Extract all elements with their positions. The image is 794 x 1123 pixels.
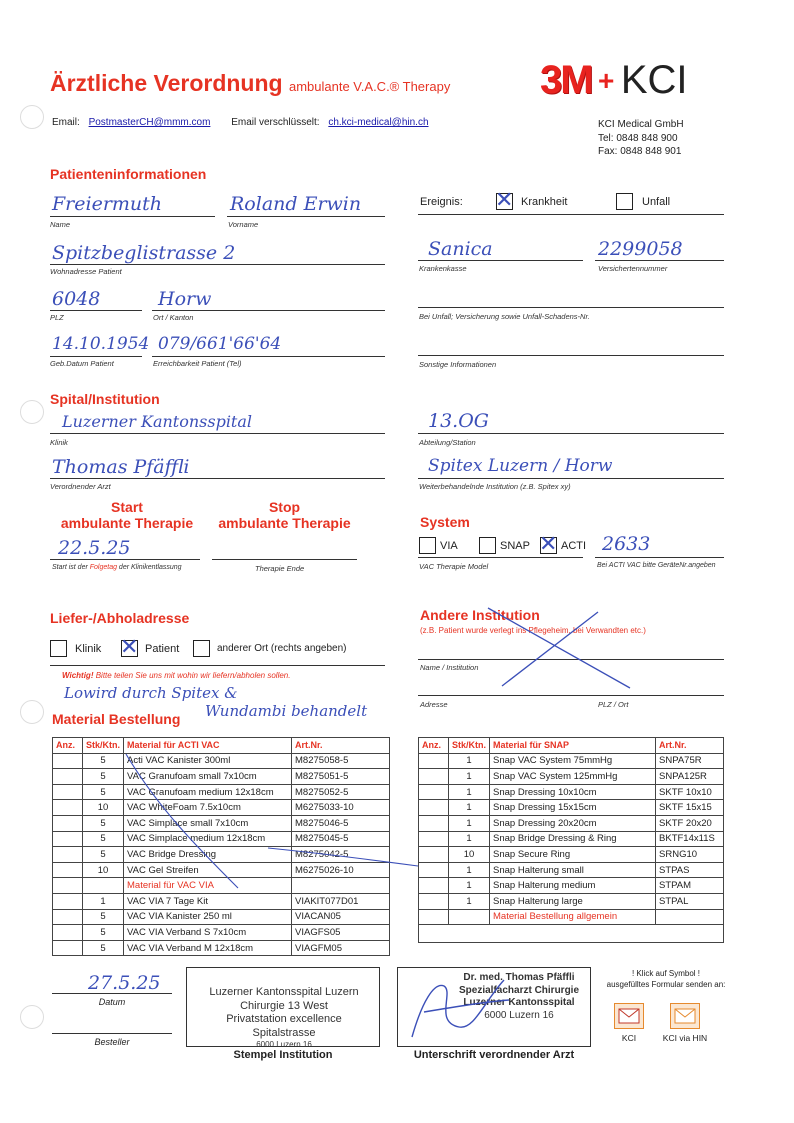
title-subtitle: ambulante V.A.C.® Therapy bbox=[288, 79, 451, 94]
start-label-pre: Start ist der bbox=[52, 564, 90, 571]
click-instruction: ! Klick auf Symbol ! bbox=[631, 969, 701, 978]
artnr-cell: M8275058-5 bbox=[292, 753, 390, 769]
stamp-line2: Chirurgie 13 West bbox=[240, 999, 328, 1012]
event-unfall-checkbox[interactable] bbox=[616, 193, 633, 210]
material-name-cell: Acti VAC Kanister 300ml bbox=[124, 753, 292, 769]
general-subheading-row bbox=[419, 909, 724, 925]
arzt-label: Verordnender Arzt bbox=[50, 482, 111, 491]
stk-cell: 5 bbox=[83, 925, 124, 941]
stk-cell: 1 bbox=[449, 815, 490, 831]
col-material-acti-header: Material für ACTI VAC bbox=[124, 738, 292, 754]
artnr-cell: STPAL bbox=[656, 893, 724, 909]
table-cell bbox=[53, 878, 83, 894]
artnr-cell: M6275026-10 bbox=[292, 862, 390, 878]
snap-material-table bbox=[418, 737, 724, 943]
anz-cell[interactable] bbox=[53, 940, 83, 956]
patient-name-label: Name bbox=[50, 220, 71, 229]
versichertennummer-value[interactable]: 2299058 bbox=[598, 238, 683, 260]
start-heading-line2: ambulante Therapie bbox=[60, 515, 194, 531]
delivery-handwritten-line1[interactable]: Lowird durch Spitex & bbox=[64, 684, 238, 702]
artnr-cell: SKTF 10x10 bbox=[656, 784, 724, 800]
patient-address-value[interactable]: Spitzbeglistrasse 2 bbox=[52, 242, 236, 264]
check-x-icon: ✕ bbox=[495, 188, 514, 213]
send-instructions bbox=[596, 968, 736, 990]
artnr-cell: SKTF 20x20 bbox=[656, 815, 724, 831]
stk-cell: 1 bbox=[449, 831, 490, 847]
start-label-post: der Klinikentlassung bbox=[116, 564, 182, 571]
artnr-cell: BKTF14x11S bbox=[656, 831, 724, 847]
footer-date-value[interactable]: 27.5.25 bbox=[88, 972, 161, 994]
email-label: Email: bbox=[52, 117, 80, 128]
vac-model-label: VAC Therapie Model bbox=[419, 562, 489, 571]
material-name-cell: VAC Gel Streifen bbox=[124, 862, 292, 878]
stamp-line1: Luzerner Kantonsspital Luzern bbox=[209, 986, 359, 998]
artnr-cell: M6275033-10 bbox=[292, 800, 390, 816]
event-label: Ereignis: bbox=[420, 196, 463, 208]
krankenkasse-label: Krankenkasse bbox=[419, 264, 467, 273]
stk-cell: 5 bbox=[83, 769, 124, 785]
arzt-value[interactable]: Thomas Pfäffli bbox=[52, 456, 190, 478]
encrypted-email-link[interactable]: ch.kci-medical@hin.ch bbox=[328, 117, 429, 128]
stamp-text bbox=[187, 986, 381, 1049]
stk-cell: 5 bbox=[83, 909, 124, 925]
patient-ort-value[interactable]: Horw bbox=[158, 288, 212, 310]
title-text: Ärztliche Verordnung bbox=[50, 70, 283, 96]
material-name-cell: VAC Granufoam medium 12x18cm bbox=[124, 784, 292, 800]
anz-cell[interactable] bbox=[53, 753, 83, 769]
anz-cell[interactable] bbox=[53, 784, 83, 800]
delivery-heading: Liefer-/Abholadresse bbox=[50, 610, 190, 626]
table-header-row bbox=[419, 738, 724, 754]
artnr-cell: M8275042-5 bbox=[292, 847, 390, 863]
table-row bbox=[419, 925, 724, 943]
artnr-cell: M8275052-5 bbox=[292, 784, 390, 800]
stk-cell: 1 bbox=[449, 878, 490, 894]
anz-cell[interactable] bbox=[53, 925, 83, 941]
punch-hole bbox=[20, 400, 44, 424]
material-name-cell: Snap Dressing 20x20cm bbox=[490, 815, 656, 831]
start-therapy-heading bbox=[52, 499, 202, 531]
general-subheading: Material Bestellung allgemein bbox=[490, 909, 656, 925]
event-unfall-label: Unfall bbox=[642, 196, 671, 208]
stk-cell: 1 bbox=[449, 769, 490, 785]
stk-cell: 1 bbox=[449, 862, 490, 878]
stk-cell: 5 bbox=[83, 753, 124, 769]
mail-kci-hin-label: KCI via HIN bbox=[662, 1033, 708, 1043]
col-stk-header: Stk/Ktn. bbox=[449, 738, 490, 754]
spital-heading: Spital/Institution bbox=[50, 391, 160, 407]
snap-checkbox[interactable] bbox=[479, 537, 496, 554]
weiterbehandelnde-value[interactable]: Spitex Luzern / Horw bbox=[428, 456, 613, 476]
anz-cell[interactable] bbox=[53, 800, 83, 816]
stk-cell: 1 bbox=[449, 893, 490, 909]
send-instruction: ausgefülltes Formular senden an: bbox=[606, 980, 726, 989]
stop-therapy-heading bbox=[212, 499, 357, 531]
col-artnr-header: Art.Nr. bbox=[292, 738, 390, 754]
col-stk-header: Stk/Ktn. bbox=[83, 738, 124, 754]
signature-box bbox=[397, 967, 591, 1047]
weiterbehandelnde-label: Weiterbehandelnde Institution (z.B. Spitex xy) bbox=[419, 482, 571, 491]
patient-info-heading: Patienteninformationen bbox=[50, 166, 207, 182]
system-heading: System bbox=[420, 514, 470, 530]
abteilung-label: Abteilung/Station bbox=[419, 438, 476, 447]
anz-cell[interactable] bbox=[53, 862, 83, 878]
stamp-line4: Spitalstrasse bbox=[252, 1026, 316, 1039]
material-name-cell: Snap Halterung small bbox=[490, 862, 656, 878]
patient-phone-label: Erreichbarkeit Patient (Tel) bbox=[153, 359, 242, 368]
device-number-label: Bei ACTI VAC bitte GeräteNr.angeben bbox=[597, 562, 716, 569]
unfall-versicherung-label: Bei Unfall; Versicherung sowie Unfall-Schadens-Nr. bbox=[419, 312, 590, 321]
table-row bbox=[419, 753, 724, 769]
material-name-cell: VAC Simplace medium 12x18cm bbox=[124, 831, 292, 847]
table-cell bbox=[656, 909, 724, 925]
table-cell bbox=[419, 925, 724, 943]
email-link[interactable]: PostmasterCH@mmm.com bbox=[88, 117, 211, 128]
stk-cell: 1 bbox=[449, 753, 490, 769]
table-row bbox=[419, 769, 724, 785]
col-anz-header: Anz. bbox=[419, 738, 449, 754]
abteilung-value[interactable]: 13.OG bbox=[428, 410, 489, 432]
mail-kci-icon[interactable] bbox=[614, 1003, 644, 1029]
table-row bbox=[419, 847, 724, 863]
via-label: VIA bbox=[440, 540, 458, 552]
artnr-cell: SRNG10 bbox=[656, 847, 724, 863]
andere-name-label: Name / Institution bbox=[420, 663, 479, 672]
table-row bbox=[419, 800, 724, 816]
stk-cell: 1 bbox=[449, 784, 490, 800]
patient-plz-label: PLZ bbox=[50, 313, 64, 322]
company-address bbox=[598, 118, 684, 159]
andere-plz-label: PLZ / Ort bbox=[598, 700, 629, 709]
table-row bbox=[419, 862, 724, 878]
anz-cell[interactable] bbox=[53, 847, 83, 863]
material-name-cell: Snap Secure Ring bbox=[490, 847, 656, 863]
artnr-cell: M8275045-5 bbox=[292, 831, 390, 847]
andere-institution-note: (z.B. Patient wurde verlegt ins Pflegeheim, bei Verwandten etc.) bbox=[420, 626, 646, 635]
mail-kci-label: KCI bbox=[621, 1033, 637, 1043]
stk-cell: 1 bbox=[83, 893, 124, 909]
document-title bbox=[50, 70, 450, 97]
stamp-label: Stempel Institution bbox=[233, 1049, 333, 1061]
signature-line2: Spezialfacharzt Chirurgie bbox=[458, 984, 580, 996]
start-label-red: Folgetag bbox=[89, 564, 117, 571]
artnr-cell: M8275051-5 bbox=[292, 769, 390, 785]
col-artnr-header: Art.Nr. bbox=[656, 738, 724, 754]
artnr-cell: VIAGFM05 bbox=[292, 940, 390, 956]
check-x-icon: ✕ bbox=[539, 532, 558, 557]
klinik-value[interactable]: Luzerner Kantonsspital bbox=[62, 412, 253, 431]
artnr-cell: STPAS bbox=[656, 862, 724, 878]
material-name-cell: VAC Simplace small 7x10cm bbox=[124, 815, 292, 831]
artnr-cell: VIACAN05 bbox=[292, 909, 390, 925]
artnr-cell: SNPA75R bbox=[656, 753, 724, 769]
check-x-icon: ✕ bbox=[120, 635, 139, 660]
andere-adresse-label: Adresse bbox=[420, 700, 448, 709]
envelope-icon bbox=[615, 1004, 643, 1028]
patient-plz-value[interactable]: 6048 bbox=[52, 288, 101, 310]
strike-through-mark bbox=[480, 600, 640, 695]
event-krankheit-label: Krankheit bbox=[521, 196, 568, 208]
company-phone: Tel: 0848 848 900 bbox=[598, 132, 678, 144]
anz-cell[interactable] bbox=[53, 831, 83, 847]
logo-3m: 3M bbox=[540, 58, 592, 102]
signature-line1: Dr. med. Thomas Pfäffli bbox=[463, 972, 575, 983]
stk-cell: 5 bbox=[83, 815, 124, 831]
col-material-snap-header: Material für SNAP bbox=[490, 738, 656, 754]
anz-cell[interactable] bbox=[53, 909, 83, 925]
artnr-cell: VIAGFS05 bbox=[292, 925, 390, 941]
start-date-label bbox=[52, 564, 182, 571]
artnr-cell: STPAM bbox=[656, 878, 724, 894]
delivery-note-important: Wichtig! bbox=[62, 671, 94, 680]
envelope-icon bbox=[671, 1004, 699, 1028]
anz-cell[interactable] bbox=[53, 893, 83, 909]
email-row bbox=[52, 117, 429, 128]
stk-cell: 5 bbox=[83, 831, 124, 847]
start-heading-line1: Start bbox=[111, 499, 143, 515]
material-name-cell: Snap Dressing 15x15cm bbox=[490, 800, 656, 816]
acti-label: ACTI bbox=[561, 540, 587, 552]
patient-name-value[interactable]: Freiermuth bbox=[52, 193, 163, 215]
footer-date-label: Datum bbox=[98, 997, 126, 1007]
col-anz-header: Anz. bbox=[53, 738, 83, 754]
company-name: KCI Medical GmbH bbox=[598, 119, 684, 130]
stk-cell: 10 bbox=[83, 862, 124, 878]
material-name-cell: VAC WhiteFoam 7.5x10cm bbox=[124, 800, 292, 816]
stk-cell: 10 bbox=[449, 847, 490, 863]
patient-vorname-label: Vorname bbox=[228, 220, 259, 229]
sonstige-info-label: Sonstige Informationen bbox=[419, 360, 497, 369]
material-heading: Material Bestellung bbox=[52, 711, 181, 727]
punch-hole bbox=[20, 700, 44, 724]
patient-vorname-value[interactable]: Roland Erwin bbox=[230, 193, 362, 215]
artnr-cell: SNPA125R bbox=[656, 769, 724, 785]
stop-heading-line1: Stop bbox=[268, 499, 301, 515]
table-row bbox=[419, 831, 724, 847]
patient-address-label: Wohnadresse Patient bbox=[50, 267, 122, 276]
table-row bbox=[419, 893, 724, 909]
stamp-box bbox=[186, 967, 380, 1047]
delivery-klinik-label: Klinik bbox=[75, 643, 102, 655]
patient-dob-value[interactable]: 14.10.1954 bbox=[52, 334, 150, 354]
klinik-label: Klinik bbox=[50, 438, 68, 447]
table-row bbox=[419, 878, 724, 894]
signature-line4: 6000 Luzern 16 bbox=[484, 1009, 554, 1021]
logo-plus: + bbox=[598, 64, 615, 96]
device-number-value[interactable]: 2633 bbox=[602, 533, 651, 555]
company-logo bbox=[540, 58, 688, 103]
delivery-other-label: anderer Ort (rechts angeben) bbox=[217, 643, 347, 654]
via-subheading: Material für VAC VIA bbox=[124, 878, 292, 894]
versichertennummer-label: Versichertennummer bbox=[598, 264, 668, 273]
material-name-cell: VAC VIA Kanister 250 ml bbox=[124, 909, 292, 925]
stk-cell: 5 bbox=[83, 784, 124, 800]
anz-cell[interactable] bbox=[53, 815, 83, 831]
material-name-cell: Snap Halterung large bbox=[490, 893, 656, 909]
patient-dob-label: Geb.Datum Patient bbox=[50, 359, 114, 368]
material-name-cell: VAC VIA Verband M 12x18cm bbox=[124, 940, 292, 956]
material-name-cell: VAC VIA 7 Tage Kit bbox=[124, 893, 292, 909]
artnr-cell: VIAKIT077D01 bbox=[292, 893, 390, 909]
stk-cell: 5 bbox=[83, 847, 124, 863]
material-name-cell: Snap VAC System 125mmHg bbox=[490, 769, 656, 785]
anz-cell[interactable] bbox=[53, 769, 83, 785]
stamp-line5: 6000 Luzern 16 bbox=[256, 1040, 312, 1049]
stk-cell: 1 bbox=[449, 800, 490, 816]
stamp-line3: Privatstation excellence bbox=[226, 1013, 342, 1025]
material-name-cell: VAC Bridge Dressing bbox=[124, 847, 292, 863]
material-name-cell: Snap Halterung medium bbox=[490, 878, 656, 894]
andere-institution-heading: Andere Institution bbox=[420, 607, 540, 623]
handwritten-signature bbox=[404, 972, 514, 1044]
table-cell bbox=[449, 909, 490, 925]
material-name-cell: Snap Bridge Dressing & Ring bbox=[490, 831, 656, 847]
artnr-cell: M8275046-5 bbox=[292, 815, 390, 831]
patient-phone-value[interactable]: 079/661'66'64 bbox=[158, 334, 282, 354]
company-fax: Fax: 0848 848 901 bbox=[598, 146, 682, 157]
punch-hole bbox=[20, 1005, 44, 1029]
krankenkasse-value[interactable]: Sanica bbox=[428, 238, 493, 260]
delivery-other-checkbox[interactable] bbox=[193, 640, 210, 657]
punch-hole bbox=[20, 105, 44, 129]
via-checkbox[interactable] bbox=[419, 537, 436, 554]
artnr-cell: SKTF 15x15 bbox=[656, 800, 724, 816]
stop-date-label: Therapie Ende bbox=[255, 564, 305, 573]
signature-line3: Luzerner Kantonsspital bbox=[463, 997, 575, 1008]
table-row bbox=[419, 815, 724, 831]
delivery-klinik-checkbox[interactable] bbox=[50, 640, 67, 657]
material-name-cell: Snap VAC System 75mmHg bbox=[490, 753, 656, 769]
material-name-cell: Snap Dressing 10x10cm bbox=[490, 784, 656, 800]
delivery-note bbox=[62, 671, 290, 680]
delivery-note-text: Bitte teilen Sie uns mit wohin wir liefern/abholen sollen. bbox=[93, 671, 291, 680]
table-row bbox=[419, 784, 724, 800]
snap-label: SNAP bbox=[500, 540, 530, 552]
handwritten-strokes bbox=[118, 748, 448, 948]
stk-cell: 5 bbox=[83, 940, 124, 956]
mail-kci-hin-icon[interactable] bbox=[670, 1003, 700, 1029]
encrypted-email-label: Email verschlüsselt: bbox=[231, 117, 320, 128]
patient-ort-label: Ort / Kanton bbox=[153, 313, 194, 322]
besteller-label: Besteller bbox=[94, 1037, 130, 1047]
signature-label: Unterschrift verordnender Arzt bbox=[413, 1049, 575, 1061]
delivery-patient-label: Patient bbox=[145, 643, 180, 655]
material-name-cell: VAC VIA Verband S 7x10cm bbox=[124, 925, 292, 941]
stk-cell: 10 bbox=[83, 800, 124, 816]
logo-kci: KCI bbox=[620, 58, 688, 102]
stop-heading-line2: ambulante Therapie bbox=[218, 515, 351, 531]
start-date-value[interactable]: 22.5.25 bbox=[58, 537, 131, 559]
delivery-handwritten-line2[interactable]: Wundambi behandelt bbox=[205, 702, 368, 720]
material-name-cell: VAC Granufoam small 7x10cm bbox=[124, 769, 292, 785]
